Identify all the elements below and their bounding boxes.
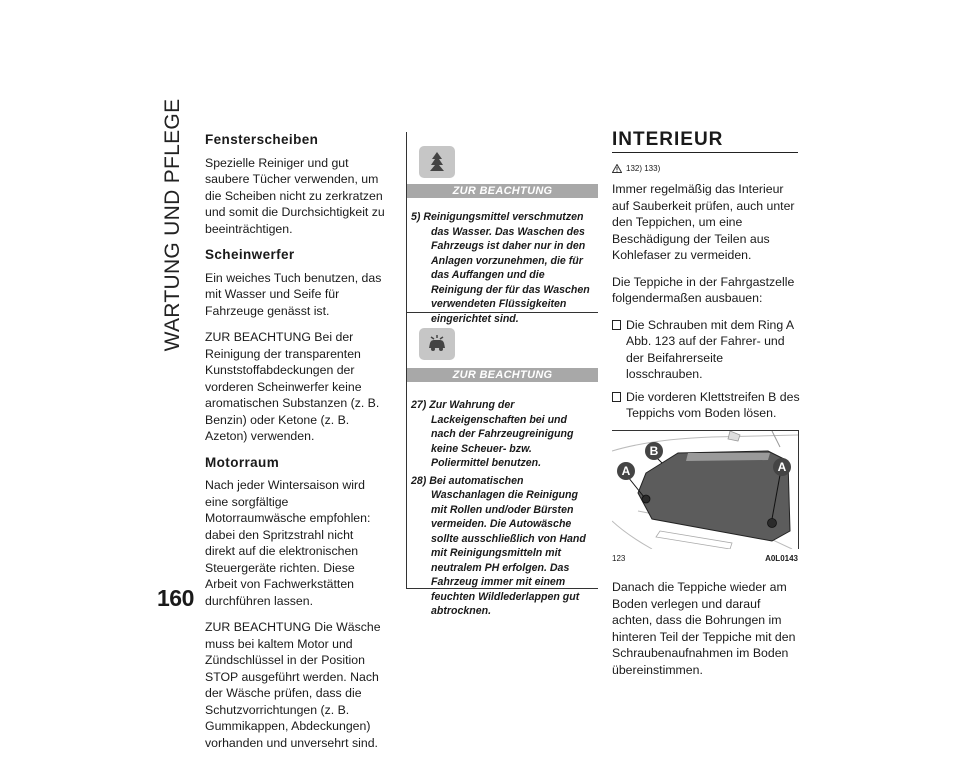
checklist <box>612 317 802 422</box>
heading-interieur: INTERIEUR <box>612 132 798 153</box>
figure-number: 123 <box>612 553 626 563</box>
heading-fensterscheiben: Fensterscheiben <box>205 132 319 147</box>
paragraph-interieur-1: Immer regelmäßig das Interieur auf Sauberkeit prüfen, auch unter den Teppichen, um eine Beschädigung der Teilen aus Kohlefaser zu vermeiden. <box>612 182 795 262</box>
checklist-item <box>612 389 802 422</box>
section-title <box>146 98 200 352</box>
paragraph-interieur-2: Die Teppiche in der Fahrgastzelle folgendermaßen ausbauen: <box>612 274 795 305</box>
paragraph-motorraum-1: Nach jeder Wintersaison wird eine sorgfältige Motorraumwäsche empfohlen: dabei den Spritzstrahl nicht direkt auf die elektronischen Steuergeräte richten. Diese Arbeit von Fachwerkstätten durchführen lassen. <box>205 478 371 608</box>
checkbox-icon <box>612 392 621 402</box>
notice-item: 28) Bei automatischen Waschanlagen die Reinigung mit Rollen und/oder Bürsten vermeiden. Die Autowäsche sollte ausschließlich von Hand mit Reinigungsmitteln mit neutralem PH erfolgen. Das Fahrzeug immer mit einem feuchten Wildlederlappen gut abtrocknen. <box>411 474 586 617</box>
checkbox-icon <box>612 320 621 330</box>
floor-mat-illustration <box>612 431 798 549</box>
paragraph-fensterscheiben: Spezielle Reiniger und gut saubere Tücher verwenden, um die Scheiben nicht zu zerkratzen und somit die Durchsichtigkeit zu beeinträchtigen. <box>205 155 385 236</box>
checklist-item-text: Die vorderen Klettstreifen B des Teppichs vom Boden lösen. <box>626 389 800 420</box>
warning-triangle-icon <box>612 164 622 173</box>
reference-line <box>612 161 802 178</box>
paragraph-scheinwerfer-1: Ein weiches Tuch benutzen, das mit Wasser und Seife für Fahrzeuge genässt ist. <box>205 270 382 318</box>
heading-motorraum: Motorraum <box>205 454 280 470</box>
notice-column <box>406 132 598 617</box>
notice-divider <box>407 312 598 313</box>
notice-item: 5) Reinigungsmittel verschmutzen das Wasser. Das Waschen des Fahrzeugs ist daher nur in den Anlagen vorzunehmen, die für das Auffangen und die Reinigung der für das Waschen verwendeten Flüssigkeiten eingerichtet sind. <box>411 211 590 325</box>
paragraph-motorraum-2: ZUR BEACHTUNG Die Wäsche muss bei kaltem Motor und Zündschlüssel in der Position STOP ausgeführt werden. Nach der Wäsche prüfen, dass die Schutzvorrichtungen (z. B. Gummikappen, Abdeckungen) vorhanden und unversehrt sind. <box>205 620 381 750</box>
paragraph-interieur-3: Danach die Teppiche wieder am Boden verlegen und darauf achten, dass die Bohrungen im hinteren Teil der Teppiche mit den Schraubenaufnahmen im Boden übereinstimmen. <box>612 580 796 677</box>
figure-code: A0L0143 <box>765 553 798 563</box>
notice-item: 27) Zur Wahrung der Lackeigenschaften bei und nach der Fahrzeugreinigung keine Scheuer- bzw. Poliermittel benutzen. <box>411 399 574 469</box>
label-a-left: A <box>621 463 631 478</box>
paragraph-scheinwerfer-2: ZUR BEACHTUNG Bei der Reinigung der transparenten Kunststoffabdeckungen der vorderen Scheinwerfer keine aromatischen Substanzen (z. B. Benzin) oder Ketone (z. B. Azeton) verwenden. <box>205 330 380 443</box>
column-1 <box>205 132 385 761</box>
section-title-text: WARTUNG UND PFLEGE <box>161 98 184 352</box>
page-number: 160 <box>157 585 194 611</box>
checklist-item-text: Die Schrauben mit dem Ring A Abb. 123 auf der Fahrer- und der Beifahrerseite losschrauben. <box>626 317 794 381</box>
checklist-item <box>612 317 802 383</box>
heading-scheinwerfer: Scheinwerfer <box>205 247 295 262</box>
notice-list-2 <box>411 398 591 622</box>
figure-caption <box>612 551 798 568</box>
notice-banner-1: ZUR BEACHTUNG <box>407 184 598 198</box>
label-a-right: A <box>777 459 787 474</box>
label-b: B <box>649 443 659 458</box>
car-damage-icon <box>419 328 455 360</box>
reference-numbers: 132) 133) <box>626 163 661 173</box>
floor-mat-figure <box>612 430 799 549</box>
notice-banner-2: ZUR BEACHTUNG <box>407 368 598 382</box>
column-3 <box>612 129 802 688</box>
environment-tree-icon <box>419 146 455 178</box>
